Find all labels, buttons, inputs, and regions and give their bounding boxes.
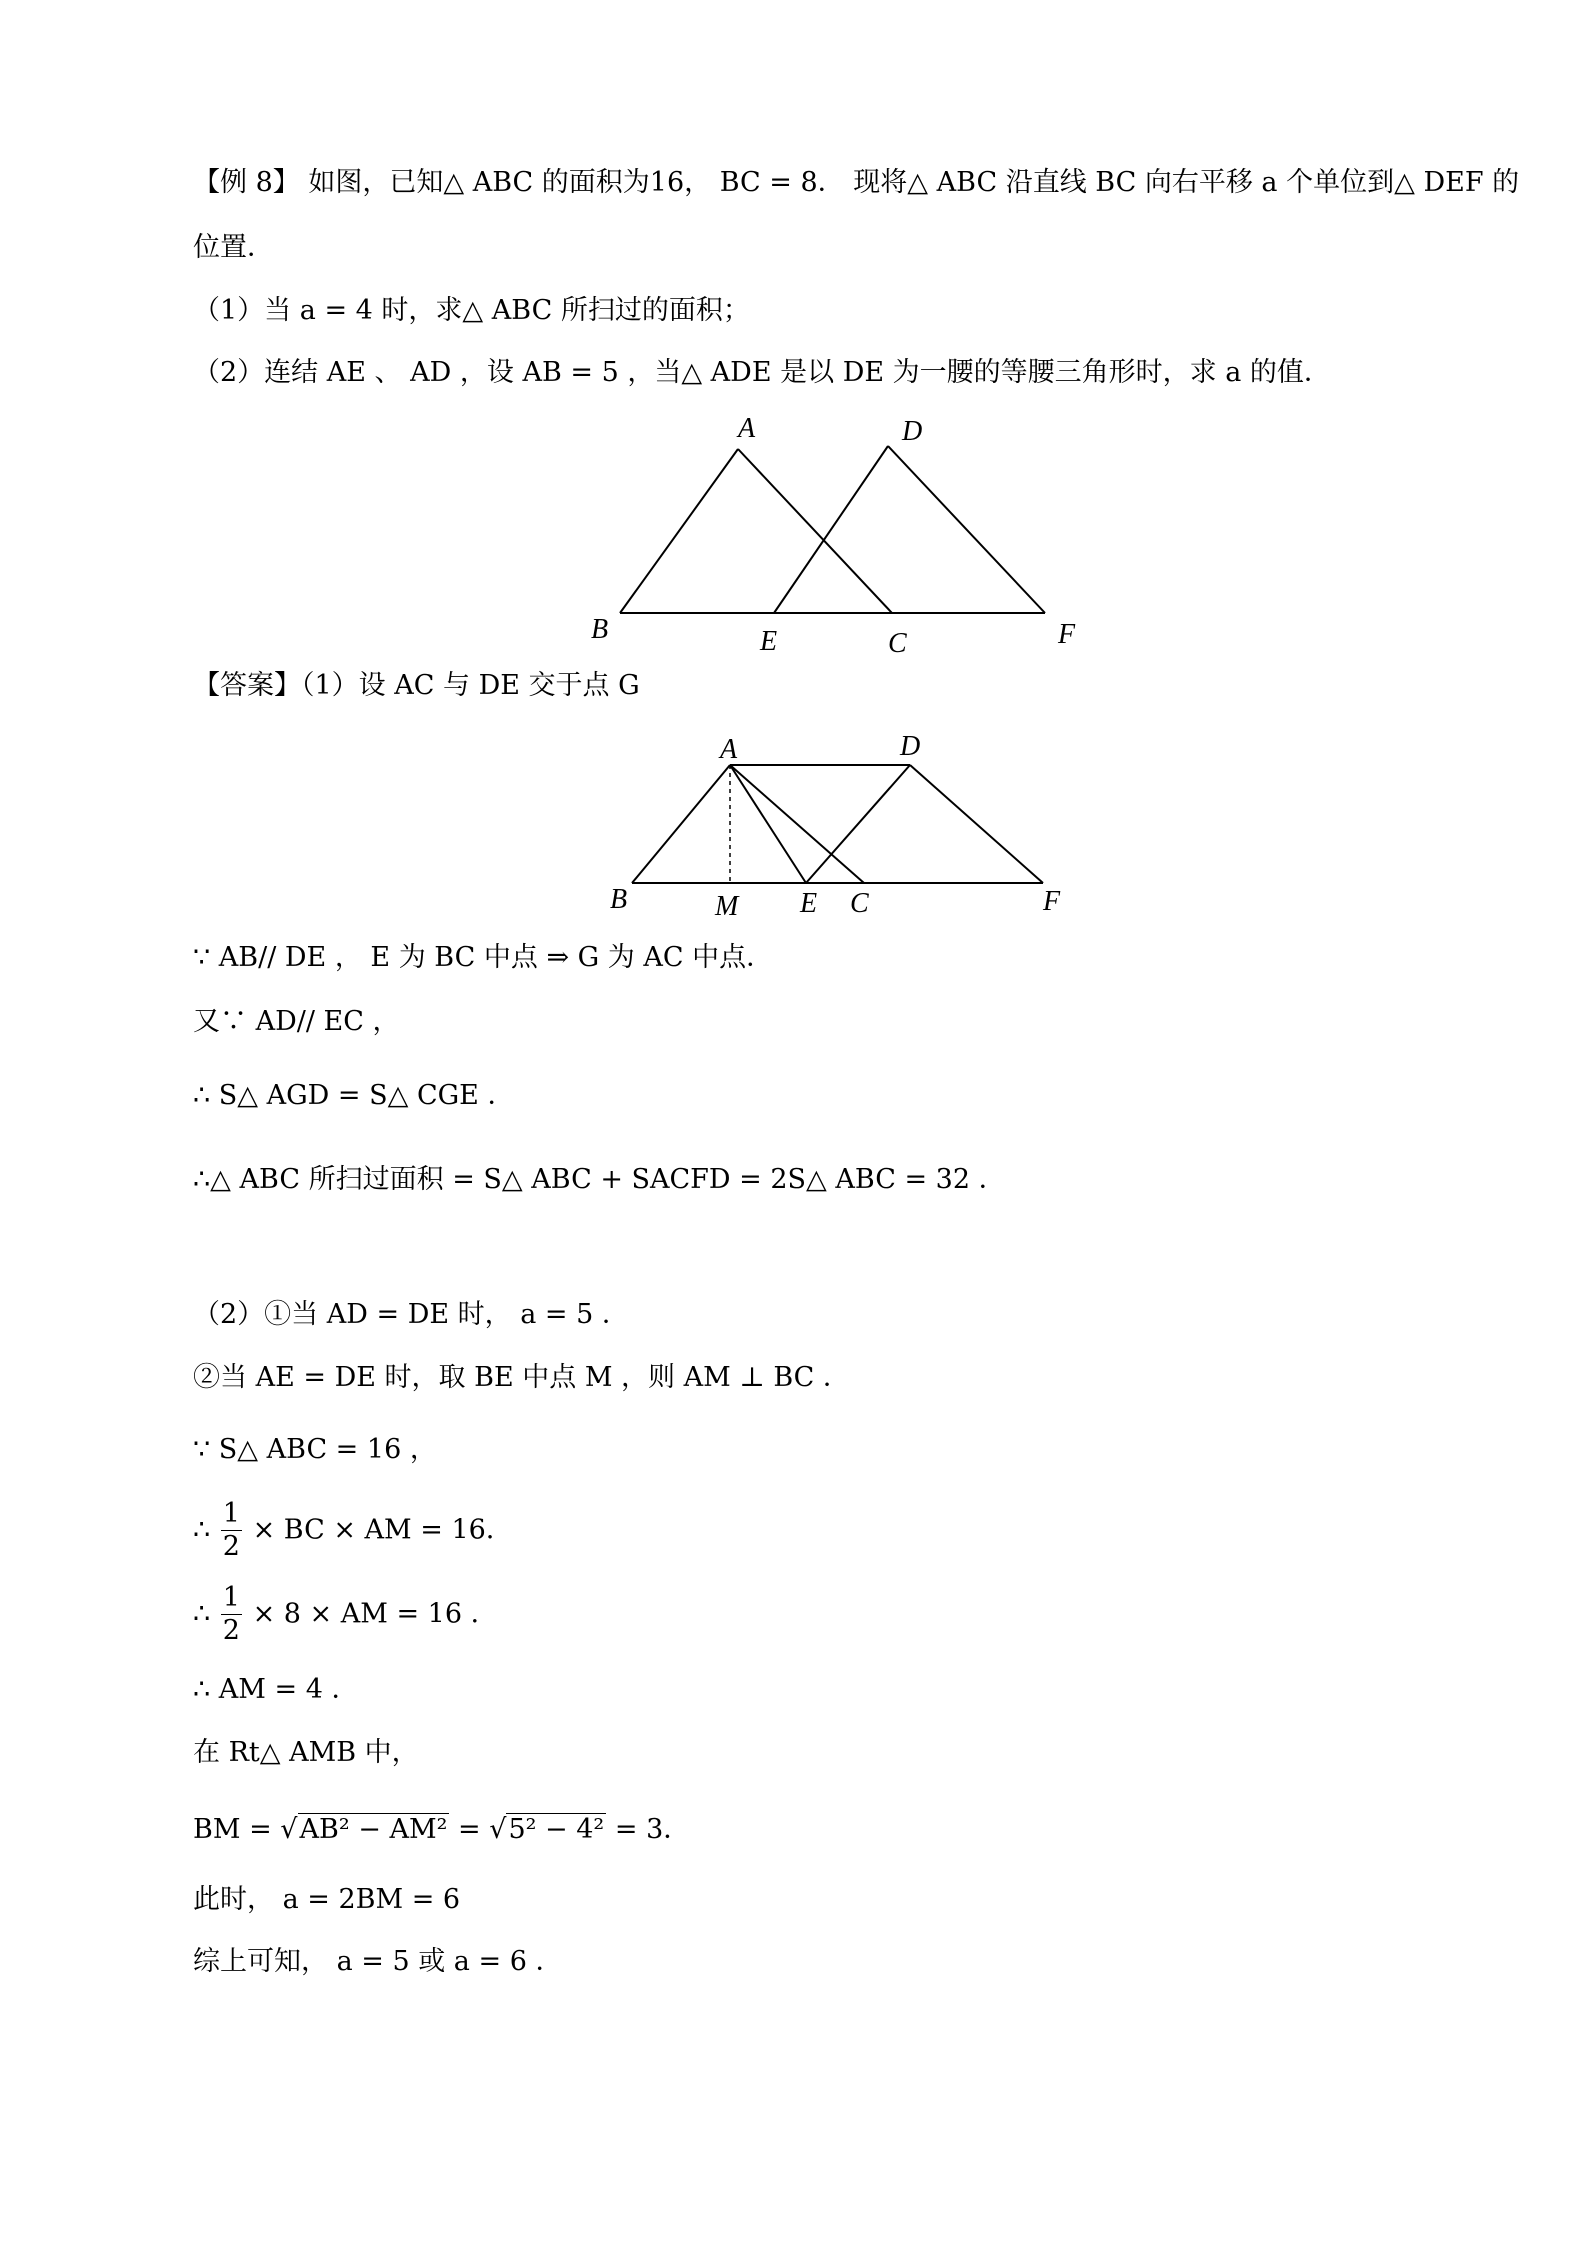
label-F: F xyxy=(1043,886,1061,917)
bm-result: = 3． xyxy=(614,1814,691,1845)
answer-heading: 【答案】（1）设 AC 与 DE 交于点 G xyxy=(193,670,640,701)
sqrt-radicand-2: 5² − 4² xyxy=(508,1814,605,1845)
fraction-half xyxy=(221,1498,242,1564)
sqrt-sign: √ xyxy=(280,1814,298,1845)
segment-DE xyxy=(774,446,888,613)
solution-area-given: ∵ S△ ABC = 16 ， xyxy=(193,1434,437,1465)
figure-solution xyxy=(590,725,1090,925)
label-A: A xyxy=(738,413,756,444)
label-D: D xyxy=(902,416,923,447)
fraction-denominator: 2 xyxy=(222,1615,240,1647)
label-F: F xyxy=(1058,619,1076,650)
label-B: B xyxy=(591,614,609,645)
fraction-half xyxy=(221,1582,242,1648)
label-B: B xyxy=(610,884,628,915)
segment-AB xyxy=(620,449,738,613)
solution-area-substituted xyxy=(193,1582,498,1648)
sqrt-sign: √ xyxy=(489,1814,507,1845)
segment-AB xyxy=(632,765,730,883)
question-1: （1）当 a = 4 时，求△ ABC 所扫过的面积； xyxy=(193,295,750,326)
bm-left: BM = xyxy=(193,1814,272,1845)
fraction-numerator: 1 xyxy=(221,1498,242,1531)
label-C: C xyxy=(850,888,869,919)
segment-DF xyxy=(888,446,1045,613)
solution-conclusion: 综上可知， a = 5 或 a = 6 ． xyxy=(193,1946,563,1977)
solution-area-formula xyxy=(193,1498,513,1564)
problem-line-2: 位置． xyxy=(193,232,274,263)
label-A: A xyxy=(720,734,738,765)
solution-a-value: 此时， a = 2BM = 6 xyxy=(193,1884,461,1915)
equals-sign: = xyxy=(458,1814,481,1845)
question-2: （2）连结 AE 、 AD ，设 AB = 5 ，当△ ADE 是以 DE 为一腰的等腰三角形时，求 a 的值． xyxy=(193,357,1331,388)
label-M: M xyxy=(715,891,739,922)
label-E: E xyxy=(800,888,818,919)
solution-part2-case2: ②当 AE = DE 时，取 BE 中点 M ，则 AM ⊥ BC ． xyxy=(193,1362,850,1393)
sqrt-radicand-1: AB² − AM² xyxy=(299,1814,448,1845)
problem-line-1: 【例 8】 如图，已知△ ABC 的面积为16， BC = 8． 现将△ ABC 沿直线 BC 向右平移 a 个单位到△ DEF 的 xyxy=(193,167,1520,198)
label-E: E xyxy=(760,626,778,655)
solution-step-4: ∴△ ABC 所扫过面积 = S△ ABC + SACFD = 2S△ ABC = 32 ． xyxy=(193,1164,1006,1195)
fraction-numerator: 1 xyxy=(221,1582,242,1615)
label-D: D xyxy=(900,731,921,762)
solution-triangle-intro: 在 Rt△ AMB 中， xyxy=(193,1737,419,1768)
formula-rest: × 8 × AM = 16 ． xyxy=(252,1598,498,1630)
solution-part2-case1: （2）①当 AD = DE 时， a = 5 ． xyxy=(193,1299,629,1330)
segment-AE xyxy=(730,765,806,883)
solution-step-3: ∴ S△ AGD = S△ CGE ． xyxy=(193,1080,515,1111)
solution-bm-formula xyxy=(193,1812,690,1848)
therefore-symbol: ∴ xyxy=(193,1598,211,1630)
segment-DF xyxy=(910,765,1043,883)
figure-translation xyxy=(560,400,1100,655)
formula-rest: × BC × AM = 16． xyxy=(252,1514,513,1546)
fraction-denominator: 2 xyxy=(222,1531,240,1563)
segment-DE xyxy=(806,765,910,883)
segment-AC xyxy=(730,765,864,883)
solution-step-1: ∵ AB// DE ， E 为 BC 中点 ⇒ G 为 AC 中点． xyxy=(193,942,774,973)
label-C: C xyxy=(888,628,907,655)
solution-am-value: ∴ AM = 4 ． xyxy=(193,1674,359,1705)
solution-step-2: 又∵ AD// EC ， xyxy=(193,1006,400,1037)
therefore-symbol: ∴ xyxy=(193,1514,211,1546)
